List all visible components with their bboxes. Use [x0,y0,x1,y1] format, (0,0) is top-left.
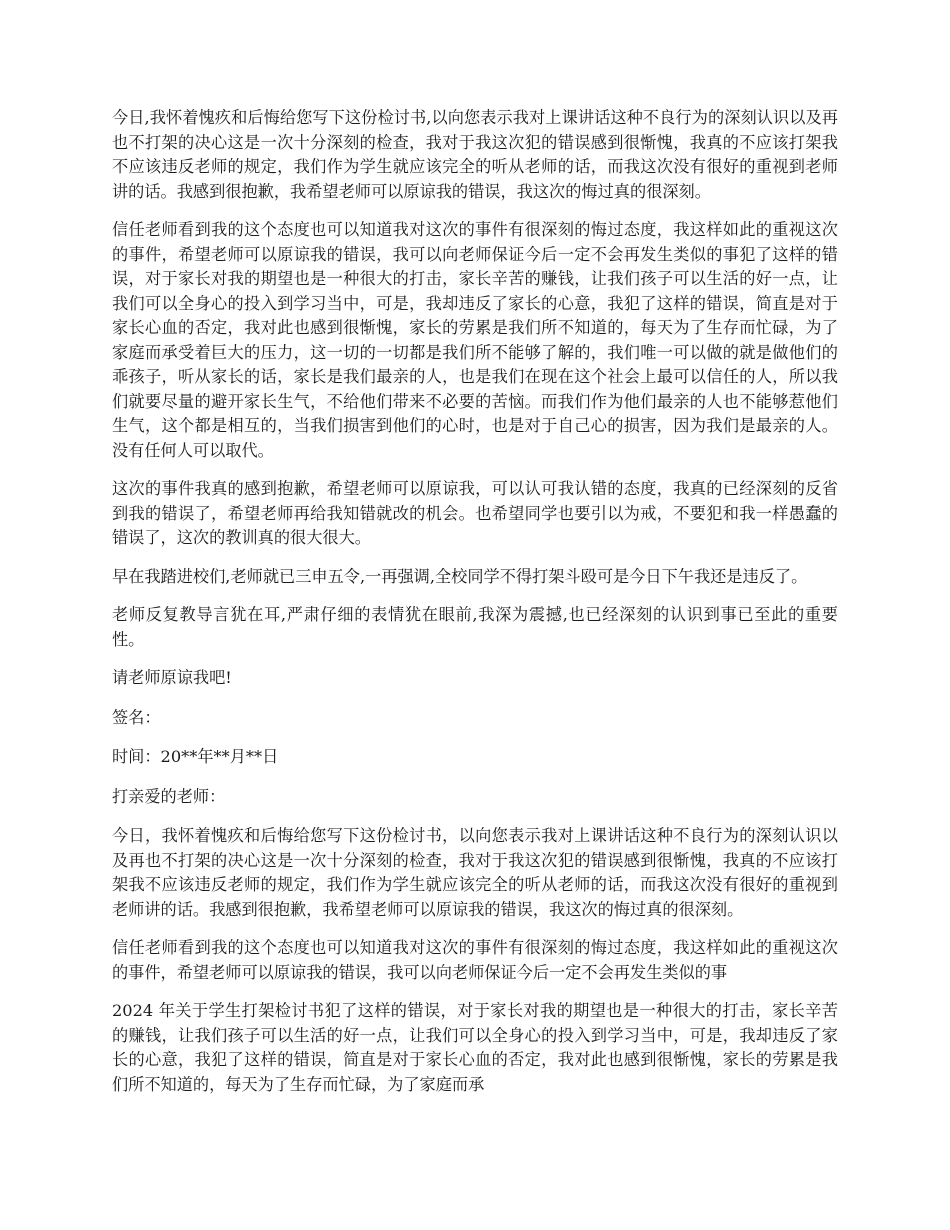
signature-line: 签名： [112,707,161,727]
paragraph-teacher-teaching: 老师反复教导言犹在耳,严肃仔细的表情犹在眼前,我深为震撼,也已经深刻的认识到事已至此的重要性。 [112,605,838,649]
paragraph-apology-intro: 今日,我怀着愧疚和后悔给您写下这份检讨书,以向您表示我对上课讲话这种不良行为的深刻认识以及再也不打架的决心这是一次十分深刻的检查，我对于我这次犯的错误感到很惭愧，我真的不应该打架我不应该违反老师的规定，我们作为学生就应该完全的听从老师的话，而我这次没有很好的重视到老师讲的话。我感到很抱歉，我希望老师可以原谅我的错误，我这次的悔过真的很深刻。 [112,108,838,201]
paragraph-sorry: 这次的事件我真的感到抱歉，希望老师可以原谅我，可以认可我认错的态度，我真的已经深刻的反省到我的错误了，希望老师再给我知错就改的机会。也希望同学也要引以为戒，不要犯和我一样愚蠢的错误了，这次的教训真的很大很大。 [112,479,838,547]
paragraph-school-rules: 早在我踏进校们,老师就已三申五令,一再强调,全校同学不得打架斗殴可是今日下午我还是违反了。 [112,566,808,586]
paragraph-trust-teacher-repeat: 信任老师看到我的这个态度也可以知道我对这次的事件有很深刻的悔过态度，我这样如此的重视这次的事件，希望老师可以原谅我的错误，我可以向老师保证今后一定不会再发生类似的事 [112,938,838,982]
date-line: 时间：20**年**月**日 [112,747,279,766]
paragraph-apology-intro-repeat: 今日，我怀着愧疚和后悔给您写下这份检讨书，以向您表示我对上课讲话这种不良行为的深刻认识以及再也不打架的决心这是一次十分深刻的检查，我对于我这次犯的错误感到很惭愧，我真的不应该打架我不应该违反老师的规定，我们作为学生就应该完全的听从老师的话，而我这次没有很好的重视到老师讲的话。我感到很抱歉，我希望老师可以原谅我的错误，我这次的悔过真的很深刻。 [112,826,838,919]
paragraph-2024-excerpt: 2024 年关于学生打架检讨书犯了这样的错误，对于家长对我的期望也是一种很大的打击，家长辛苦的赚钱，让我们孩子可以生活的好一点，让我们可以全身心的投入到学习当中，可是，我却违反了家长的心意，我犯了这样的错误，简直是对于家长心血的否定，我对此也感到很惭愧，家长的劳累是我们所不知道的，每天为了生存而忙碌，为了家庭而承 [112,1001,838,1094]
paragraph-forgive-request: 请老师原谅我吧! [112,668,232,687]
salutation-line: 打亲爱的老师： [112,786,226,806]
paragraph-trust-teacher: 信任老师看到我的这个态度也可以知道我对这次的事件有很深刻的悔过态度，我这样如此的重视这次的事件，希望老师可以原谅我的错误，我可以向老师保证今后一定不会再发生类似的事犯了这样的错误，对于家长对我的期望也是一种很大的打击，家长辛苦的赚钱，让我们孩子可以生活的好一点，让我们可以全身心的投入到学习当中，可是，我却违反了家长的心意，我犯了这样的错误，简直是对于家长心血的否定，我对此也感到很惭愧，家长的劳累是我们所不知道的，每天为了生存而忙碌，为了家庭而承受着巨大的压力，这一切的一切都是我们所不能够了解的，我们唯一可以做的就是做他们的乖孩子，听从家长的话，家长是我们最亲的人，也是我们在现在这个社会上最可以信任的人，所以我们就要尽量的避开家长生气，不给他们带来不必要的苦恼。而我们作为他们最亲的人也不能够惹他们生气，这个都是相互的，当我们损害到他们的心时，也是对于自己心的损害，因为我们是最亲的人。没有任何人可以取代。 [112,220,838,460]
